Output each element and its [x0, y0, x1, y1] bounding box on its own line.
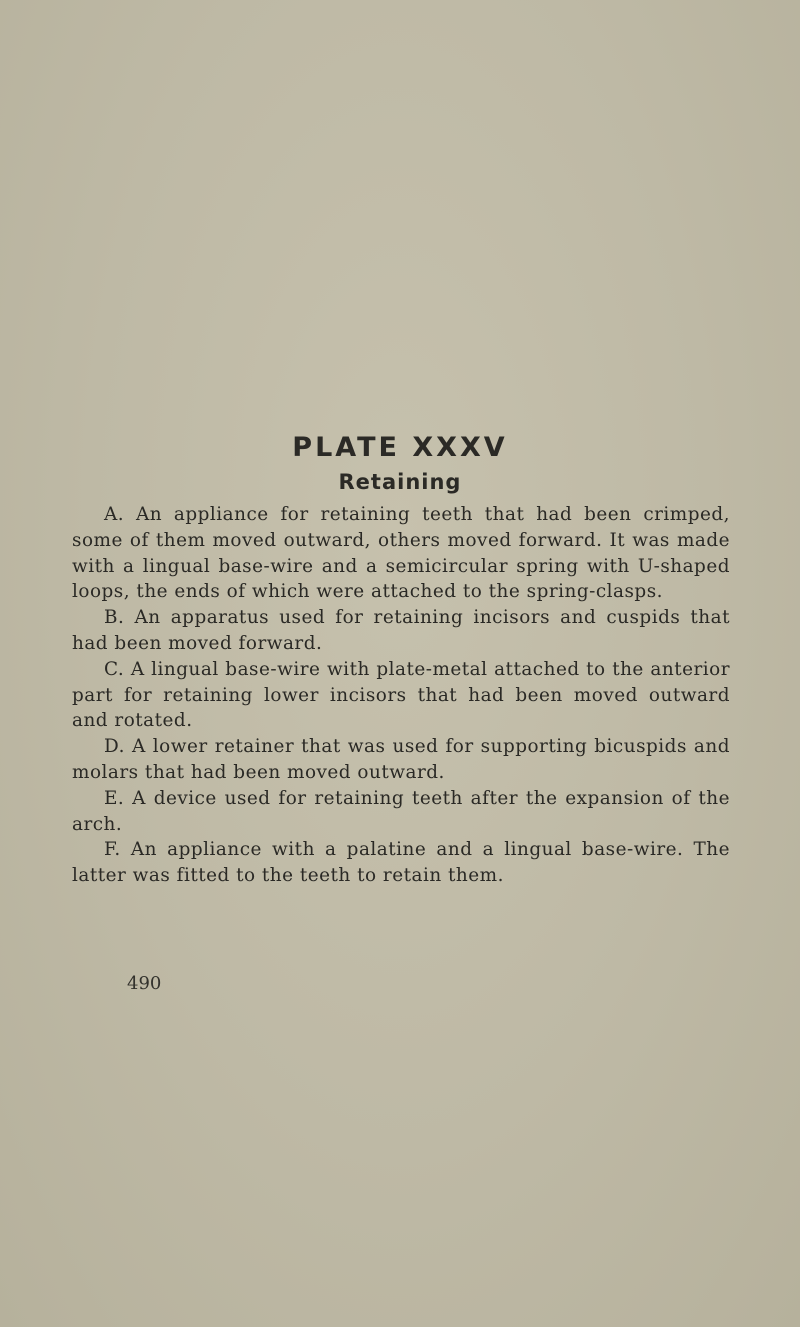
- plate-title: PLATE XXXV: [292, 432, 508, 463]
- plate-subtitle: Retaining: [338, 470, 462, 494]
- plate-descriptions: [72, 502, 730, 889]
- description-paragraph-b: B. An apparatus used for retaining incisors and cuspids that had been moved forward.: [72, 607, 730, 654]
- page-number: 490: [127, 973, 162, 994]
- description-paragraph-c: C. A lingual base-wire with plate-metal attached to the anterior part for retaining lower incisors that had been moved outward and rotated.: [72, 658, 730, 732]
- description-paragraph-f: F. An appliance with a palatine and a lingual base-wire. The latter was fitted to the teeth to retain them.: [72, 839, 730, 887]
- description-paragraph-a: A. An appliance for retaining teeth that had been crimped, some of them moved outward, others moved forward. It was made with a lingual base-wire and a semicircular spring with U-shaped loops, the ends of which were attached to the spring-clasps.: [72, 504, 730, 603]
- description-paragraph-d: D. A lower retainer that was used for supporting bicuspids and molars that had been moved outward.: [72, 736, 730, 783]
- description-paragraph-e: E. A device used for retaining teeth after the expansion of the arch.: [72, 787, 730, 835]
